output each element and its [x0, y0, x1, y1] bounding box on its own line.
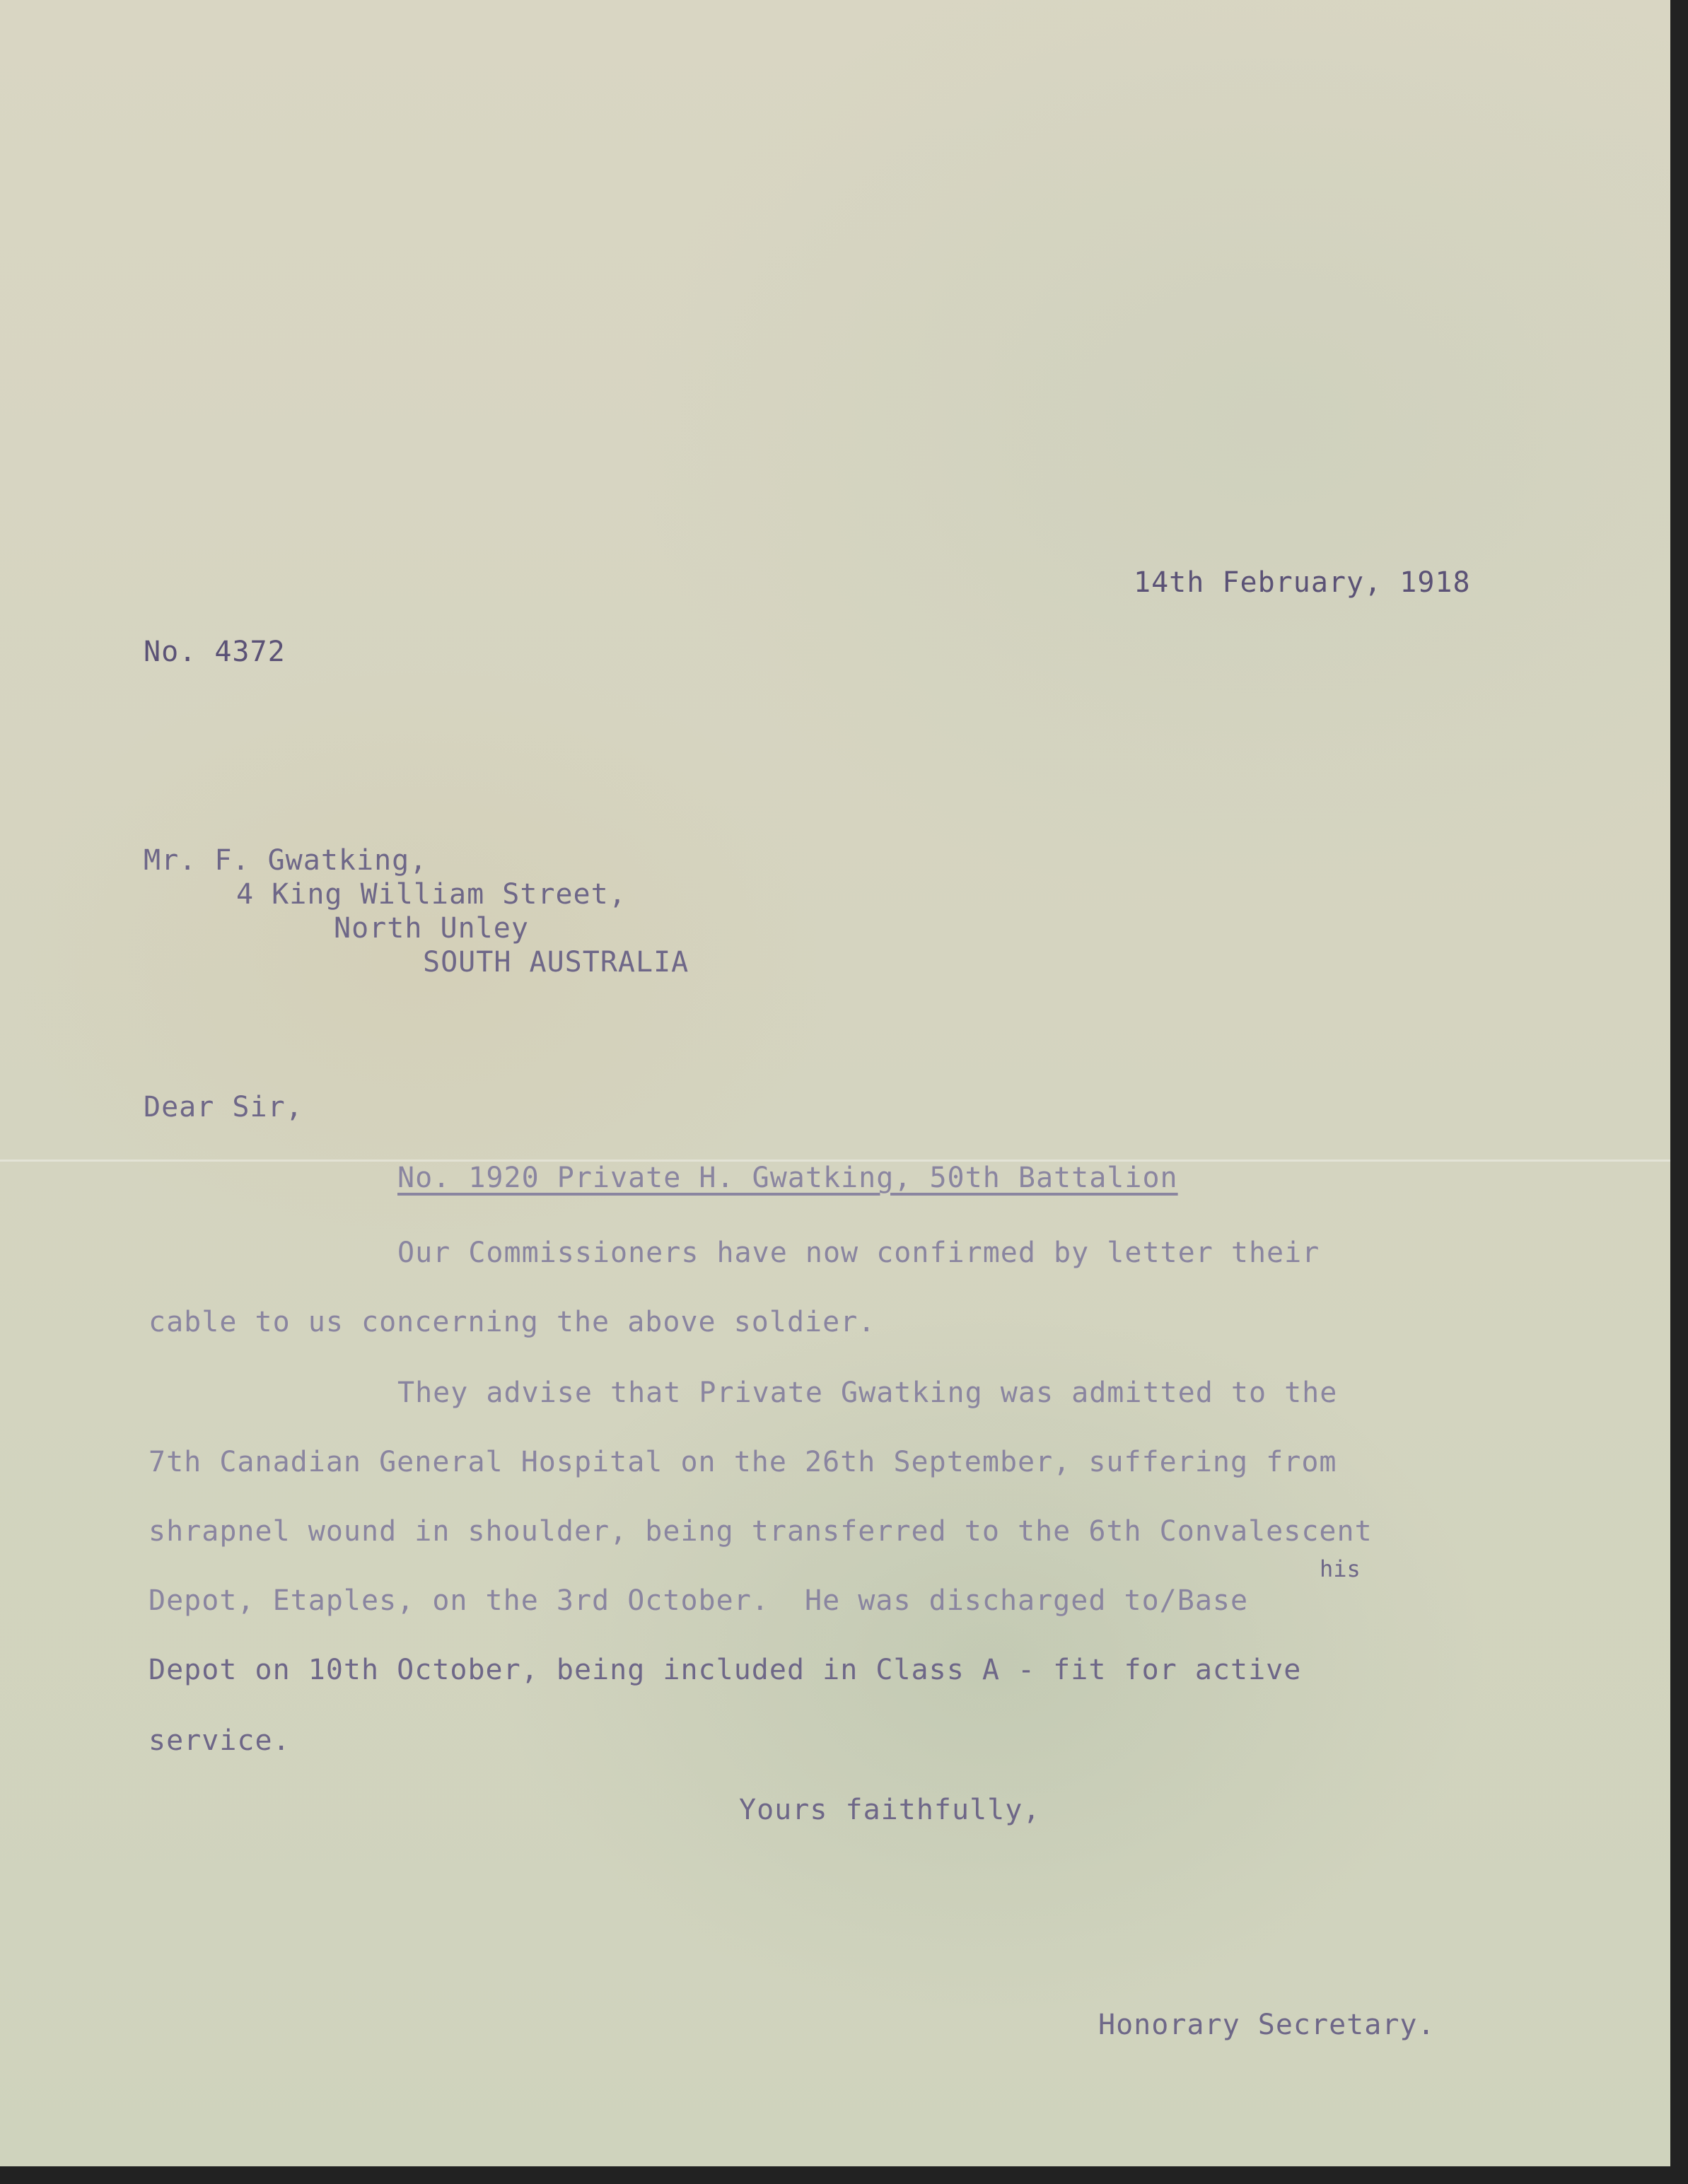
address-line-name: Mr. F. Gwatking,: [144, 844, 428, 877]
letter-date: 14th February, 1918: [1134, 566, 1471, 599]
body-line-5: shrapnel wound in shoulder, being transferred to the 6th Convalescent: [149, 1515, 1373, 1548]
body-line-6: Depot, Etaples, on the 3rd October. He was discharged to/Base: [149, 1584, 1249, 1617]
letter-number: No. 4372: [144, 636, 286, 668]
address-line-suburb: North Unley: [334, 912, 529, 945]
body-line-1: Our Commissioners have now confirmed by letter their: [397, 1237, 1320, 1269]
body-line-3: They advise that Private Gwatking was admitted to the: [397, 1377, 1338, 1409]
subject-line: No. 1920 Private H. Gwatking, 50th Battalion: [397, 1162, 1178, 1194]
body-line-4: 7th Canadian General Hospital on the 26th September, suffering from: [149, 1446, 1337, 1478]
address-line-street: 4 King William Street,: [236, 878, 627, 911]
body-line-8: service.: [149, 1724, 291, 1757]
salutation: Dear Sir,: [144, 1091, 303, 1123]
body-line-7: Depot on 10th October, being included in Class A - fit for active: [149, 1654, 1302, 1686]
page-edge-right: [1670, 0, 1688, 2184]
signature-title: Honorary Secretary.: [1098, 2009, 1436, 2041]
address-line-state: SOUTH AUSTRALIA: [423, 946, 689, 979]
body-line-2: cable to us concerning the above soldier.: [149, 1306, 876, 1338]
closing: Yours faithfully,: [739, 1794, 1041, 1826]
page-edge-bottom: [0, 2166, 1688, 2184]
insertion-his: his: [1320, 1555, 1361, 1582]
